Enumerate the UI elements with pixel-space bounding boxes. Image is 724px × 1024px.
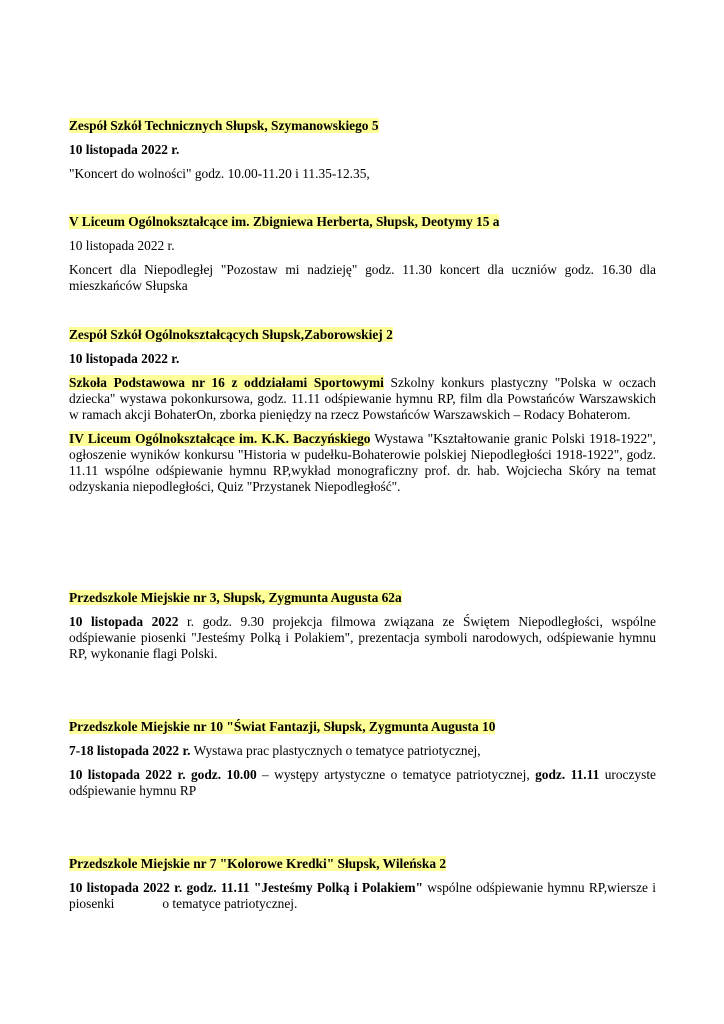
subsection-text: Szkolny konkurs plastyczny "Polska w oczach dziecka" wystawa pokonkursowa, godz. 11.11 odśpiewanie hymnu RP, film dla Powstańców Warszawskich w ramach akcji BohaterOn, zborka pieniędzy na rzecz Powstańców Warszawskich – Rodacy Bohaterom. — [69, 375, 657, 422]
section-zst — [69, 118, 656, 182]
section-heading: Zespół Szkół Technicznych Słupsk, Szymanowskiego 5 — [69, 118, 379, 133]
section-text: Koncert dla Niepodległej "Pozostaw mi nadzieję" godz. 11.30 koncert dla uczniów godz. 16.30 dla mieszkańców Słupska — [69, 262, 656, 293]
subsection-name: IV Liceum Ogólnokształcące im. K.K. Baczyńskiego — [69, 431, 371, 446]
section-date: 10 listopada 2022 r. — [69, 238, 175, 253]
subsection-sp16 — [69, 375, 656, 423]
section-text: 10 listopada 2022 r. godz. 11.11 "Jesteśmy Polką i Polakiem" wspólne odśpiewanie hymnu RP,wiersze i piosenki o tematyce patriotycznej. — [69, 880, 656, 911]
section-text: 10 listopada 2022 r. godz. 9.30 projekcja filmowa związana ze Świętem Niepodległości, wspólne odśpiewanie piosenki "Jesteśmy Polką i Polakiem", prezentacja symboli narodowych, odśpiewanie hymnu RP, wykonanie flagi Polski. — [69, 614, 656, 661]
section-text-2: 10 listopada 2022 r. godz. 10.00 – występy artystyczne o tematyce patriotycznej, godz. 11.11 uroczyste odśpiewanie hymnu RP — [69, 767, 656, 798]
section-v-lo — [69, 214, 656, 294]
section-pm10 — [69, 719, 656, 799]
subsection-text: Wystawa "Kształtowanie granic Polski 1918-1922", ogłoszenie wyników konkursu "Historia w pudełku-Bohaterowie polskiej Niepodległości 1918-1922", godz. 11.11 wspólne odśpiewanie hymnu RP,wykład monograficzny prof. dr. hab. Wojciecha Skóry na temat odzyskania niepodległości, Quiz "Przystanek Niepodległość". — [69, 431, 656, 494]
subsection-name: Szkoła Podstawowa nr 16 z oddziałami Sportowymi — [69, 375, 384, 390]
section-heading: Przedszkole Miejskie nr 3, Słupsk, Zygmunta Augusta 62a — [69, 590, 402, 605]
section-heading: Zespół Szkół Ogólnokształcących Słupsk,Zaborowskiej 2 — [69, 327, 393, 342]
section-zso — [69, 327, 656, 495]
section-text: "Koncert do wolności" godz. 10.00-11.20 i 11.35-12.35, — [69, 166, 370, 181]
section-pm7 — [69, 856, 656, 912]
section-pm3 — [69, 590, 656, 662]
section-date: 10 listopada 2022 — [69, 614, 179, 629]
subsection-iv-lo — [69, 431, 656, 495]
section-date: 10 listopada 2022 r. — [69, 142, 180, 157]
section-heading: V Liceum Ogólnokształcące im. Zbigniewa Herberta, Słupsk, Deotymy 15 a — [69, 214, 500, 229]
section-text-1: 7-18 listopada 2022 r. Wystawa prac plastycznych o tematyce patriotycznej, — [69, 743, 481, 758]
section-heading: Przedszkole Miejskie nr 10 "Świat Fantazji, Słupsk, Zygmunta Augusta 10 — [69, 719, 496, 734]
section-heading: Przedszkole Miejskie nr 7 "Kolorowe Kredki" Słupsk, Wileńska 2 — [69, 856, 447, 871]
section-date: 10 listopada 2022 r. — [69, 351, 180, 366]
